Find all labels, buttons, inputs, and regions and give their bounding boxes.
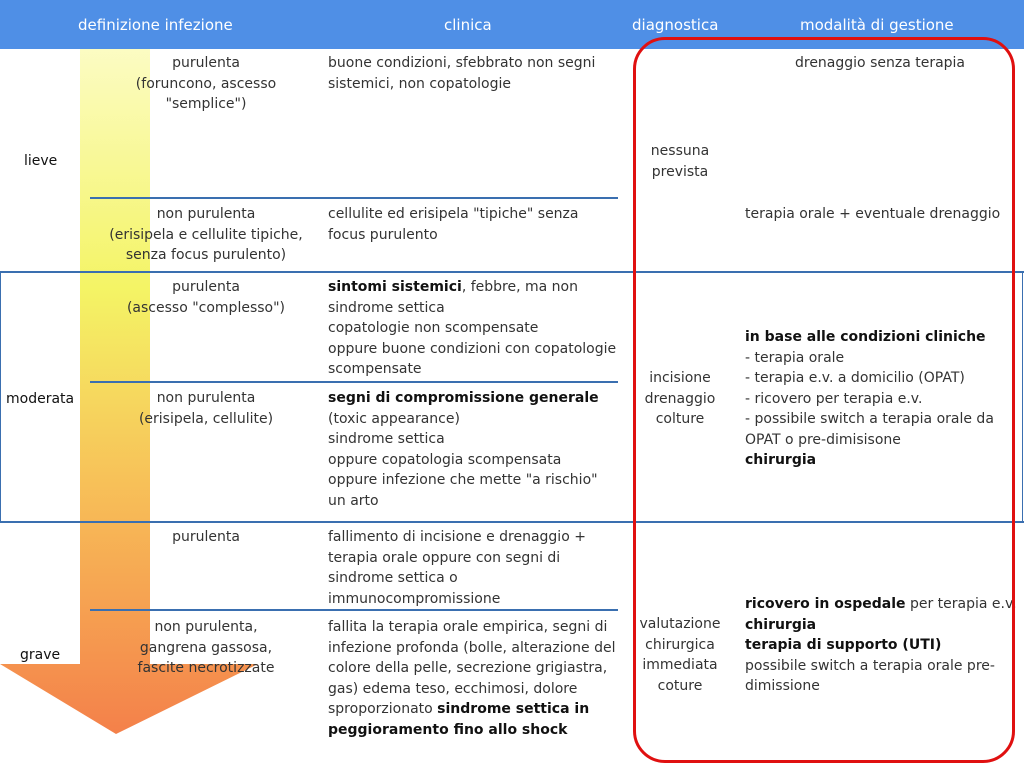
severity-grave: grave [20, 647, 61, 663]
cli-fallimento: fallimento di incisione e drenaggio + terapia orale oppure con segni di sindrome settica o immunocompromissione [328, 529, 586, 607]
mod-moderata-chirurgia: chirurgia [745, 452, 817, 468]
header-diagnostica: diagnostica [632, 16, 719, 34]
highlight-box [633, 37, 1015, 763]
mod-drenaggio: drenaggio senza terapia [794, 55, 966, 71]
cli-compromissione-bold: segni di compromissione generale [328, 390, 599, 406]
cli-compromissione-rest: (toxic appearance) sindrome settica oppure copatologia scompensata oppure infezione che mette "a rischio" un arto [328, 410, 598, 509]
cli-sintomi-sistemici [328, 277, 618, 380]
mod-moderata-body: - terapia orale - terapia e.v. a domicilio (OPAT) - ricovero per terapia e.v. - possibile switch a terapia orale da OPAT o pre-dimisisone [745, 349, 994, 448]
cli-compromissione [328, 388, 618, 511]
mod-grave-ricovero-rest: per terapia e.v. [905, 596, 1017, 612]
def-non-purulenta-erisipela: non purulenta (erisipela, cellulite) [138, 390, 274, 427]
cli-buone-condizioni: buone condizioni, sfebbrato non segni sistemici, non copatologie [328, 55, 596, 92]
cli-fallita-terapia-bold: sindrome settica in peggioramento fino allo shock [328, 701, 590, 738]
cli-fallita-terapia-rest: fallita la terapia orale empirica, segni di infezione profonda (bolle, alterazione del colore della pelle, secrezione grigiastra, gas) edema teso, ecchimosi, dolore sproporzionato [328, 619, 616, 717]
mod-grave-uti: terapia di supporto (UTI) [745, 637, 942, 653]
mod-moderata-title: in base alle condizioni cliniche [745, 329, 986, 345]
def-purulenta-complesso: purulenta (ascesso "complesso") [126, 279, 286, 316]
header-gestione: modalità di gestione [800, 16, 954, 34]
mod-grave-ricovero: ricovero in ospedale [745, 596, 906, 612]
severity-moderata: moderata [6, 391, 75, 407]
def-non-purulenta-tipica: non purulenta (erisipela e cellulite tipiche, senza focus purulento) [109, 206, 303, 263]
divider-left [0, 272, 1, 522]
cli-cellulite-tipica: cellulite ed erisipela "tipiche" senza focus purulento [328, 206, 579, 243]
dia-moderata: incisione drenaggio colture [644, 370, 716, 427]
row-divider [90, 197, 618, 199]
dia-lieve: nessuna prevista [650, 143, 710, 180]
def-non-purulenta-necrotizzante: non purulenta, gangrena gassosa, fascite necrotizzate [137, 619, 275, 676]
cli-fallita-terapia [328, 617, 618, 740]
row-divider [90, 609, 618, 611]
row-divider [90, 381, 618, 383]
cli-sintomi-sistemici-bold: sintomi sistemici [328, 279, 462, 295]
def-purulenta-grave: purulenta [172, 529, 240, 545]
header-definizione: definizione infezione [78, 16, 233, 34]
dia-grave: valutazione chirurgica immediata coture [639, 616, 721, 694]
mod-terapia-orale: terapia orale + eventuale drenaggio [745, 206, 1001, 222]
mod-grave-switch: possibile switch a terapia orale pre-dimissione [745, 657, 995, 694]
mod-grave-chirurgia: chirurgia [745, 616, 817, 633]
def-purulenta-semplice: purulenta (foruncono, ascesso "semplice") [135, 55, 277, 112]
header-clinica: clinica [444, 16, 492, 34]
cli-sintomi-sistemici-rest: , febbre, ma non sindrome settica copatologie non scompensate oppure buone condizioni con copatologie scompensate [328, 279, 617, 377]
severity-lieve: lieve [24, 153, 58, 169]
